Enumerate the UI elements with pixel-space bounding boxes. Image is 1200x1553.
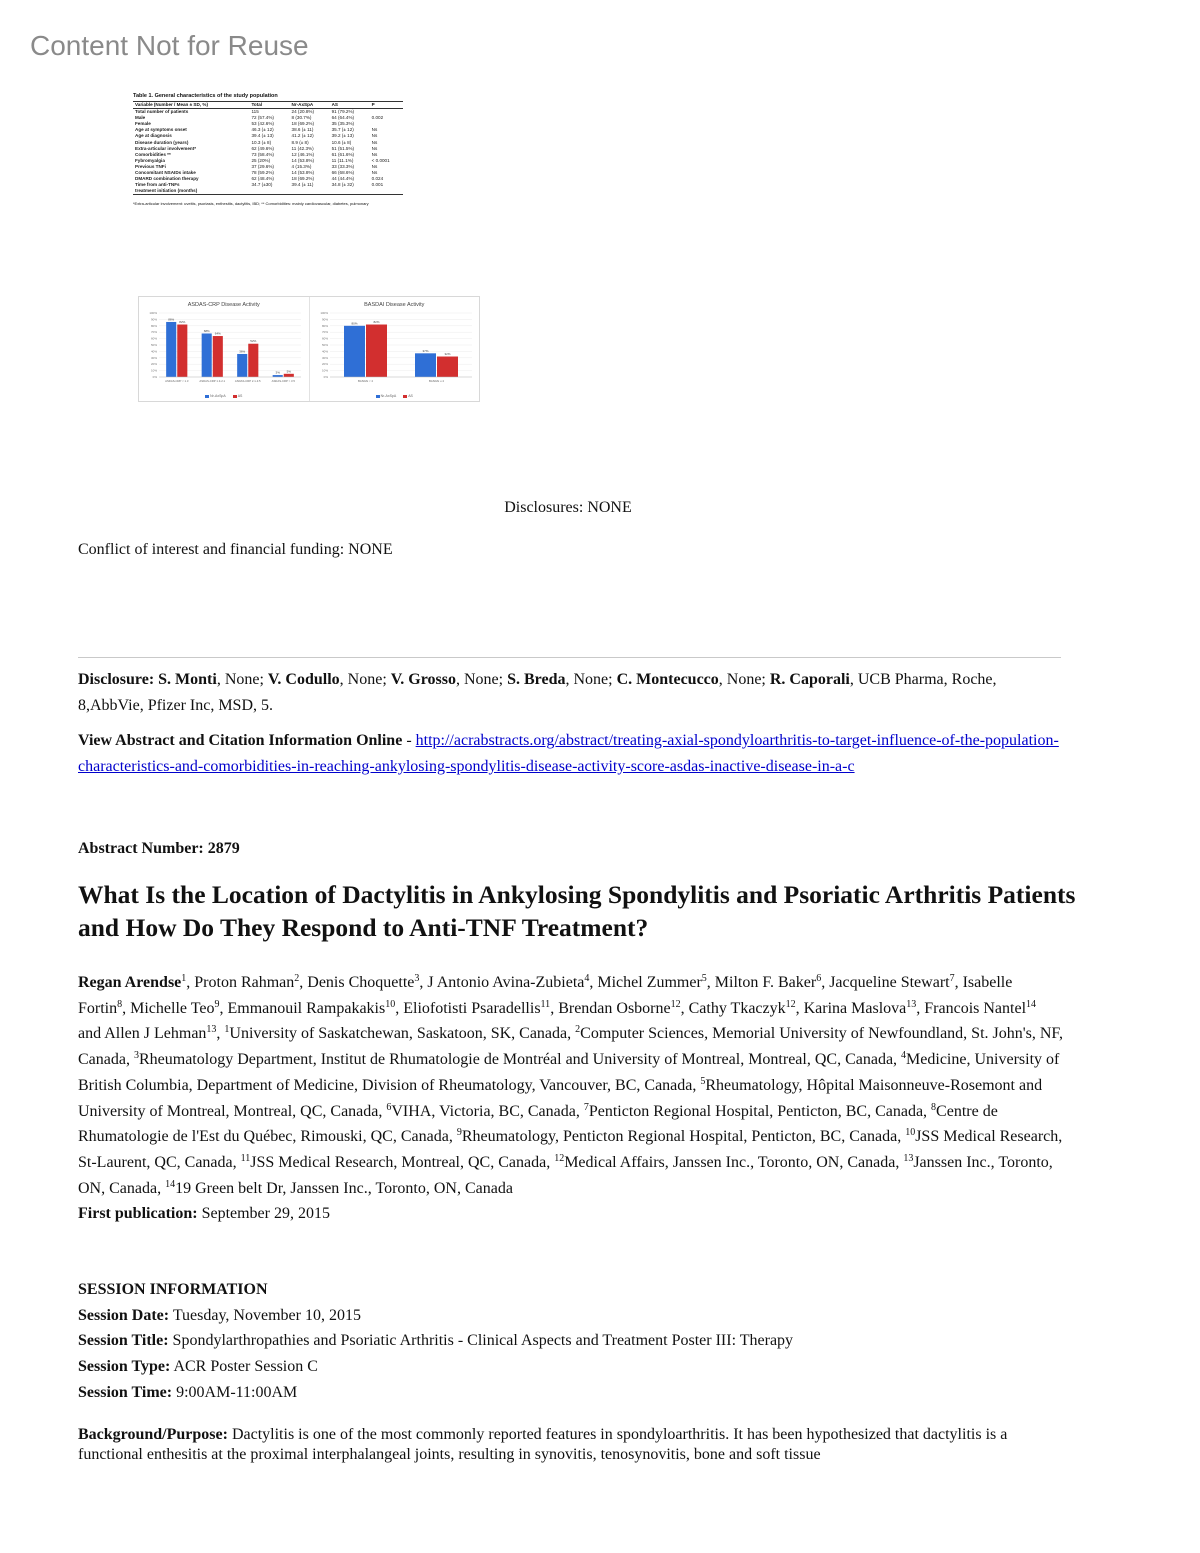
data-label: 64%: [214, 331, 221, 336]
table-cell: Extra-articular involvement*: [135, 145, 197, 151]
bar: [237, 354, 247, 377]
table-cell: 11 (11.1%): [331, 157, 354, 163]
disclosures-none: Disclosures: NONE: [504, 499, 632, 516]
table-cell: 8.9 (± 8): [291, 139, 309, 145]
first-publication-date: September 29, 2015: [201, 1205, 330, 1223]
table-cell: 37 (29.6%): [251, 163, 274, 169]
disclosure-paragraph: [78, 667, 1063, 718]
table-cell: 73 (58.4%): [251, 151, 274, 157]
background-paragraph: [78, 1425, 1063, 1465]
y-tick-label: 90%: [150, 317, 157, 322]
x-tick-label: ASDAS-CRP 1.3-2.1: [199, 379, 226, 383]
affiliation: Centre de Rhumatologie de l'Est du Québec, Rimouski, QC, Canada: [78, 1102, 998, 1146]
table-cell: 14 (53.8%): [291, 170, 315, 176]
affiliation: Rheumatology Department, Institut de Rhumatologie de Montréal and University of Montreal, Montreal, QC, Canada: [138, 1051, 894, 1069]
y-tick-label: 30%: [321, 355, 328, 360]
table-cell: 35.7 (± 12): [331, 127, 354, 133]
data-label: 36%: [239, 349, 246, 354]
table-cell: Age at symptoms onset: [135, 127, 187, 133]
y-tick-label: 70%: [150, 330, 157, 335]
data-label: 37%: [421, 348, 429, 353]
table-row: [133, 109, 403, 116]
table-cell: 72 (57.4%): [251, 115, 274, 121]
table-cell: 0.002: [371, 115, 384, 121]
table-cell: 18 (69.2%): [291, 121, 315, 127]
table-cell: 14 (53.8%): [291, 157, 315, 163]
table-header-cell: Nr-AxSpA: [290, 102, 330, 109]
disclosure-detail: , None;: [339, 671, 391, 688]
affiliation: Janssen Inc., Toronto, ON, Canada: [78, 1153, 1053, 1197]
table-cell: 34.7 (±30): [251, 182, 273, 188]
disclosure-author: C. Montecucco: [616, 671, 719, 688]
basdai-chart-legend: Nr-AxSpA AS: [310, 394, 480, 398]
y-tick-label: 100%: [319, 311, 328, 315]
table-cell: Total number of patients: [135, 109, 189, 115]
author-name: Eliofotisti Psaradellis: [403, 999, 541, 1017]
table-cell: 78 (59.2%): [251, 170, 274, 176]
basdai-chart-title: BASDAI Disease Activity: [364, 302, 425, 308]
disclosure-author: S. Monti: [158, 671, 217, 688]
table-cell: Ns: [371, 163, 378, 169]
table-cell: 10.6 (± 8): [331, 139, 352, 145]
table-cell: 62 (48.4%): [251, 176, 274, 182]
table-cell: 66 (68.6%): [331, 170, 355, 176]
bar: [415, 353, 436, 377]
y-tick-label: 60%: [150, 336, 157, 341]
disclosure-label: Disclosure:: [78, 671, 155, 688]
table-header-cell: P: [370, 102, 403, 109]
y-tick-label: 60%: [321, 336, 328, 341]
y-tick-label: 40%: [321, 349, 328, 354]
charts-figure: [138, 296, 480, 402]
table-cell: Disease duration (years): [135, 139, 189, 145]
data-label: 68%: [203, 328, 210, 333]
table-cell: [330, 188, 370, 195]
session-date: Tuesday, November 10, 2015: [172, 1306, 361, 1324]
table-header-cell: Variable (Number / Mean ± SD, %): [133, 102, 249, 109]
y-tick-label: 20%: [150, 362, 157, 367]
author-name: Brendan Osborne: [558, 999, 671, 1017]
x-tick-label: ASDAS-CRP 2.1-3.5: [234, 379, 261, 383]
data-label: 82%: [179, 320, 186, 325]
table-cell: 44 (44.4%): [331, 176, 355, 182]
author-name: J Antonio Avina-Zubieta: [427, 974, 585, 991]
author-name: Jacqueline Stewart: [829, 974, 950, 991]
table-cell: 0.001: [371, 182, 384, 188]
x-tick-label: ASDAS-CRP < 1.3: [165, 379, 189, 383]
author-name: Michel Zummer: [597, 974, 702, 991]
table-cell: 0.024: [371, 176, 384, 182]
table-cell: 25 (20%): [251, 157, 271, 163]
affiliation: JSS Medical Research, Montreal, QC, Canada: [250, 1153, 547, 1171]
author-name: Emmanouil Rampakakis: [227, 999, 386, 1017]
data-label: 86%: [168, 317, 175, 322]
table-cell: 4 (15.3%): [291, 163, 312, 169]
table-cell: DMARD combination therapy: [135, 176, 199, 182]
y-tick-label: 80%: [150, 323, 157, 328]
y-tick-label: 90%: [321, 317, 328, 322]
y-tick-label: 30%: [150, 355, 157, 360]
bar: [202, 333, 212, 377]
view-abstract-label: View Abstract and Citation Information Online: [78, 732, 403, 749]
table-cell: Ns: [371, 151, 378, 157]
table-cell: Female: [135, 121, 151, 127]
data-label: 82%: [372, 320, 380, 325]
author-name: Proton Rahman: [194, 974, 295, 991]
table-footnote: *Extra-articular involvement: uveitis, psoriasis, enthesitis, dactylitis, IBD; ** Comorbidities: mainly cardiovascular, diabetes, pulmonary: [133, 201, 369, 207]
affiliation: Rheumatology, Hôpital Maisonneuve-Rosemont and University of Montreal, Montreal, QC, Canada: [78, 1076, 1043, 1120]
y-tick-label: 0%: [323, 375, 328, 379]
data-label: 3%: [275, 370, 280, 375]
disclosure-author: V. Grosso: [390, 671, 456, 688]
affiliation: Medical Affairs, Janssen Inc., Toronto, ON, Canada: [564, 1153, 896, 1171]
watermark: Content Not for Reuse: [30, 30, 309, 61]
bar: [437, 357, 458, 377]
table-cell: Previous TNFi: [135, 163, 166, 169]
abstract-link[interactable]: http://acrabstracts.org/abstract/treating-axial-spondyloarthritis-to-target-influence-of-the-population-characteristics-and-comorbidities-in-reaching-ankylosing-spondylitis-disease-activity-score-asdas-inactive-disease-in-a-c: [78, 732, 1059, 775]
y-tick-label: 100%: [149, 311, 157, 315]
table-cell: 11 (42.3%): [291, 145, 314, 151]
basdai-chart-plot: [310, 297, 480, 401]
asdas-chart-title: ASDAS-CRP Disease Activity: [187, 302, 260, 308]
bar: [284, 374, 294, 377]
abstract-number: Abstract Number: 2879: [78, 840, 240, 857]
author-name: Denis Choquette: [307, 974, 415, 991]
table-cell: 39.4 (± 11): [291, 182, 314, 188]
affiliation: University of Saskatchewan, Saskatoon, SK, Canada: [229, 1025, 568, 1043]
table-cell: Comorbidities **: [135, 151, 171, 157]
affiliation: Penticton Regional Hospital, Penticton, BC, Canada: [588, 1102, 924, 1120]
asdas-chart-plot: [139, 297, 309, 401]
disclosure-detail: , UCB Pharma, Roche, 8,AbbVie, Pfizer Inc, MSD, 5.: [78, 671, 997, 714]
table-cell: 39.2 (± 13): [331, 133, 354, 139]
table-cell: < 0.0001: [371, 157, 390, 163]
data-label: 80%: [350, 321, 358, 326]
table-cell: Fybromyalgia: [135, 157, 165, 163]
view-abstract-block: View Abstract and Citation Information Online - http://acrabstracts.org/abstract/treating-axial-spondyloarthritis-to-target-influence-of-the-population-characteristics-and-comorbidities-in-reaching-ankylosing-spondylitis-disease-activity-score-asdas-inactive-disease-in-a-c: [78, 732, 1059, 775]
table-cell: 38.6 (± 11): [291, 127, 314, 133]
first-publication-label: First publication:: [78, 1205, 198, 1223]
author-name: Isabelle Fortin: [78, 974, 1013, 1017]
y-tick-label: 70%: [321, 330, 328, 335]
table-cell: Ns: [371, 133, 378, 139]
table-cell: 34.8 (± 32): [331, 182, 354, 188]
disclosure-detail: , None;: [455, 671, 508, 688]
table-cell: [290, 188, 330, 195]
table-cell: 10.3 (± 8): [251, 139, 272, 145]
table-cell: 24 (20.8%): [291, 109, 315, 115]
data-label: 5%: [286, 369, 291, 374]
divider: [78, 657, 1061, 658]
table-header-cell: AS: [330, 102, 370, 109]
table-cell: [370, 188, 403, 195]
x-tick-label: BASDAI ≥ 4: [428, 379, 444, 383]
authors-affiliations: Regan Arendse$^1$, Proton Rahman$^2$, Denis Choquette$^3$, J Antonio Avina-Zubieta$^4$, Michel Zummer$^5$, Milton F. Baker$^6$, Jacqueline Stewart$^7$, Isabelle Fortin$^8$, Michelle Teo$^9$, Emmanouil Rampakakis$^{10}$, Eliofotisti Psaradellis$^{11}$, Brendan Osborne$^{12}$, Cathy Tkaczyk$^{12}$, Karina Maslova$^{13}$, Francois Nantel$^{14}$ and Allen J Lehman$^{13}$, $^1$University of Saskatchewan, Saskatoon, SK, Canada, $^2$Computer Sciences, Memorial University of Newfoundland, St. John's, NF, Canada, $^3$Rheumatology Department, Institut de Rhumatologie de Montréal and University of Montreal, Montreal, QC, Canada, $^4$Medicine, University of British Columbia, Department of Medicine, Division of Rheumatology, Vancouver, BC, Canada, $^5$Rheumatology, Hôpital Maisonneuve-Rosemont and University of Montreal, Montreal, QC, Canada, $^6$VIHA, Victoria, BC, Canada, $^7$Penticton Regional Hospital, Penticton, BC, Canada, $^8$Centre de Rhumatologie de l'Est du Québec, Rimouski, QC, Canada, $^9$Rheumatology, Penticton Regional Hospital, Penticton, BC, Canada, $^{10}$JSS Medical Research, St-Laurent, QC, Canada, $^{11}$JSS Medical Research, Montreal, QC, Canada, $^{12}$Medical Affairs, Janssen Inc., Toronto, ON, Canada, $^{13}$Janssen Inc., Toronto, ON, Canada, $^{14}$19 Green belt Dr, Janssen Inc., Toronto, ON, Canada First publication: September 29, 2015: [78, 973, 1064, 1223]
table-cell: 33 (33.3%): [331, 163, 355, 169]
affiliation: VIHA, Victoria, BC, Canada: [391, 1102, 576, 1120]
table-cell: 39.4 (± 13): [251, 133, 274, 139]
author-name: Milton F. Baker: [714, 974, 817, 991]
author-name: Cathy Tkaczyk: [688, 999, 786, 1017]
y-tick-label: 10%: [321, 368, 328, 373]
table-cell: 41.2 (± 12): [291, 133, 314, 139]
bar: [177, 325, 187, 377]
table-cell: 115: [251, 109, 259, 115]
affiliation: JSS Medical Research, St-Laurent, QC, Canada: [78, 1128, 1063, 1171]
x-tick-label: ASDAS-CRP > 3.5: [271, 379, 295, 383]
disclosure-detail: , None;: [565, 671, 617, 688]
asdas-chart-legend: Nr-AxSpA AS: [139, 394, 309, 398]
table-cell: 53 (42.6%): [251, 121, 274, 127]
basdai-chart: [310, 297, 480, 401]
disclosure-author: V. Codullo: [267, 671, 340, 688]
affiliation: Computer Sciences, Memorial University of Newfoundland, St. John's, NF, Canada: [78, 1025, 1064, 1069]
table-cell: 61 (61.6%): [331, 151, 355, 157]
x-tick-label: BASDAI < 4: [357, 379, 373, 383]
table-figure: [133, 93, 463, 206]
y-tick-label: 10%: [150, 368, 157, 373]
data-label: 32%: [443, 352, 451, 357]
table-cell: [249, 188, 289, 195]
author-name: Karina Maslova: [803, 999, 907, 1017]
table-cell: treatment initiation (months): [133, 188, 249, 195]
affiliation: Medicine, University of British Columbia, Department of Medicine, Division of Rheumatology, Vancouver, BC, Canada: [78, 1051, 1060, 1094]
author-name: Regan Arendse: [78, 974, 182, 991]
author-name: Michelle Teo: [130, 999, 215, 1017]
background-label: Background/Purpose:: [78, 1426, 228, 1443]
session-time: 9:00AM-11:00AM: [176, 1383, 298, 1401]
bar: [213, 336, 223, 377]
asdas-chart: [139, 297, 310, 401]
author-name: Francois Nantel: [924, 999, 1027, 1017]
table-cell: Male: [135, 115, 146, 121]
data-label: 52%: [250, 339, 257, 344]
characteristics-table: [133, 101, 403, 195]
disclosure-author: R. Caporali: [769, 671, 850, 688]
y-tick-label: 20%: [321, 362, 328, 367]
disclosure-detail: , None;: [216, 671, 268, 688]
bar: [366, 325, 387, 377]
table-cell: Ns: [371, 139, 378, 145]
table-row: [133, 188, 403, 195]
table-cell: Concomitant NSAIDs intake: [135, 170, 196, 176]
session-type: ACR Poster Session C: [173, 1358, 318, 1376]
bar: [166, 322, 176, 377]
conflict-statement: Conflict of interest and financial funding: NONE: [78, 541, 393, 558]
y-tick-label: 0%: [152, 375, 157, 379]
affiliation: 19 Green belt Dr, Janssen Inc., Toronto, ON, Canada: [175, 1179, 513, 1197]
disclosure-author: S. Breda: [507, 671, 566, 688]
table-cell: Age at diagnosis: [135, 133, 172, 139]
y-tick-label: 40%: [150, 349, 157, 354]
bar: [344, 326, 365, 377]
table-cell: [370, 109, 403, 116]
table-cell: Ns: [371, 127, 378, 133]
table-cell: 46.3 (± 12): [251, 127, 274, 133]
table-cell: Time from anti-TNFs: [135, 182, 180, 188]
table-caption: Table 1. General characteristics of the study population: [133, 93, 278, 99]
table-cell: 91 (79.2%): [331, 109, 355, 115]
table-cell: 12 (46.1%): [291, 151, 315, 157]
abstract-title: What Is the Location of Dactylitis in Ankylosing Spondylitis and Psoriatic Arthritis Patients and How Do They Respond to Anti-TNF Treatment?: [78, 880, 1076, 942]
table-cell: Ns: [371, 145, 378, 151]
table-cell: 18 (69.2%): [291, 176, 315, 182]
y-tick-label: 50%: [150, 343, 157, 347]
table-cell: 51 (51.5%): [331, 145, 355, 151]
table-cell: 8 (30.7%): [291, 115, 312, 121]
author-name: Allen J Lehman: [104, 1025, 207, 1043]
table-header-cell: Total: [249, 102, 289, 109]
bar: [248, 344, 258, 377]
disclosure-detail: , None;: [718, 671, 770, 688]
session-info: SESSION INFORMATION Session Date: Tuesday, November 10, 2015 Session Title: Spondylarthropathies and Psoriatic Arthritis - Clinical Aspects and Treatment Poster III: Therapy Session Type: ACR Poster Session C Session Time: 9:00AM-11:00AM: [78, 1281, 794, 1401]
affiliation: Rheumatology, Penticton Regional Hospital, Penticton, BC, Canada: [461, 1128, 898, 1146]
table-cell: 62 (49.6%): [251, 145, 274, 151]
table-cell: Ns: [371, 170, 378, 176]
y-tick-label: 50%: [321, 343, 328, 347]
background-text: Dactylitis is one of the most commonly reported features in spondyloarthritis. It has been hypothesized that dactylitis is a functional enthesitis at the proximal interphalangeal joints, resulting in synovitis, tenosynovitis, bone and soft tissue: [78, 1426, 1008, 1463]
table-cell: 35 (35.3%): [331, 121, 355, 127]
y-tick-label: 80%: [321, 323, 328, 328]
table-cell: 64 (64.4%): [331, 115, 355, 121]
session-heading: SESSION INFORMATION: [78, 1281, 268, 1298]
session-title: Spondylarthropathies and Psoriatic Arthritis - Clinical Aspects and Treatment Poster III: Therapy: [172, 1332, 794, 1350]
